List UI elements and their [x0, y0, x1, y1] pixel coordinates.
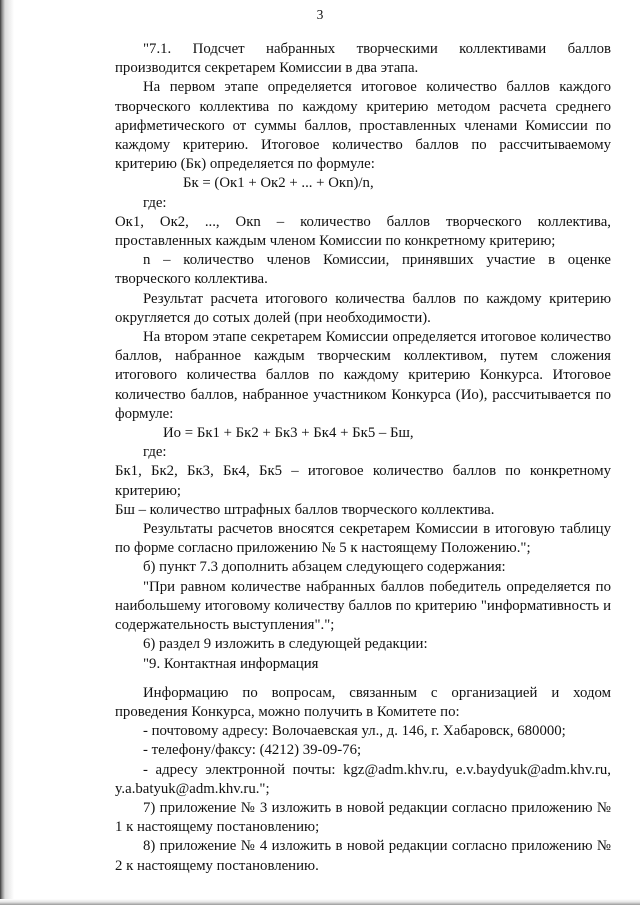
- paragraph-equal-points: "При равном количестве набранных баллов победитель определяется по наибольшему итоговому количеству баллов по критерию "информативность и содержательность выступления".";: [115, 578, 611, 634]
- formula-io: Ио = Бк1 + Бк2 + Бк3 + Бк4 + Бк5 – Бш,: [163, 425, 414, 442]
- paragraph-bsh-definition: Бш – количество штрафных баллов творческого коллектива.: [115, 501, 495, 518]
- page-number: 3: [316, 7, 324, 22]
- paragraph-first-stage: На первом этапе определяется итоговое количество баллов каждого творческого коллектива по каждому критерию методом расчета среднего арифметического от суммы баллов, проставленных членами Комиссии по каждому критерию. Итоговое количество баллов по рассчитываемому критерию (Бк) определяется по формуле:: [115, 79, 611, 173]
- paragraph-bk-definition: Бк1, Бк2, Бк3, Бк4, Бк5 – итоговое количество баллов по конкретному критерию;: [115, 463, 611, 499]
- paragraph-where-1: где:: [143, 194, 167, 211]
- paragraph-item-b: б) пункт 7.3 дополнить абзацем следующего содержания:: [143, 559, 506, 576]
- formula-bk: Бк = (Ок1 + Ок2 + ... + Окn)/n,: [183, 175, 374, 192]
- paragraph-7-1: "7.1. Подсчет набранных творческими коллективами баллов производится секретарем Комиссии в два этапа.: [115, 41, 611, 77]
- paragraph-where-2: где:: [143, 444, 167, 461]
- paragraph-second-stage: На втором этапе секретарем Комиссии определяется итоговое количество баллов, набранное каждым творческим коллективом, путем сложения итогового количества баллов по каждому критерию Конкурса. Итоговое количество баллов, набранное участником Конкурса (Ио), рассчитывается по формуле:: [115, 329, 611, 422]
- scan-bottom-edge: [0, 899, 640, 905]
- paragraph-contact-info: Информацию по вопросам, связанным с организацией и ходом проведения Конкурса, можно получить в Комитете по:: [115, 684, 611, 720]
- paragraph-results-table: Результаты расчетов вносятся секретарем Комиссии в итоговую таблицу по форме согласно приложению № 5 к настоящему Положению.";: [115, 521, 611, 557]
- document-body: [115, 40, 611, 876]
- contact-postal-address: - почтовому адресу: Волочаевская ул., д. 146, г. Хабаровск, 680000;: [143, 723, 566, 740]
- paragraph-item-6: 6) раздел 9 изложить в следующей редакции:: [143, 636, 428, 653]
- section-heading-contacts: "9. Контактная информация: [143, 655, 319, 672]
- paragraph-item-7: 7) приложение № 3 изложить в новой редакции согласно приложению № 1 к настоящему постановлению;: [115, 799, 611, 836]
- paragraph-ok-definition: Ок1, Ок2, ..., Окn – количество баллов творческого коллектива, проставленных каждым членом Комиссии по конкретному критерию;: [115, 213, 611, 250]
- contact-email: - адресу электронной почты: kgz@adm.khv.ru, e.v.baydyuk@adm.khv.ru, y.a.batyuk@adm.khv.ru.";: [115, 761, 611, 797]
- paragraph-rounding: Результат расчета итогового количества баллов по каждому критерию округляется до сотых долей (при необходимости).: [115, 290, 611, 326]
- paragraph-item-8: 8) приложение № 4 изложить в новой редакции согласно приложению № 2 к настоящему постановлению.: [115, 838, 611, 874]
- paragraph-n-definition: n – количество членов Комиссии, принявших участие в оценке творческого коллектива.: [115, 252, 611, 288]
- contact-phone: - телефону/факсу: (4212) 39-09-76;: [143, 742, 362, 759]
- scan-left-edge: [0, 0, 14, 905]
